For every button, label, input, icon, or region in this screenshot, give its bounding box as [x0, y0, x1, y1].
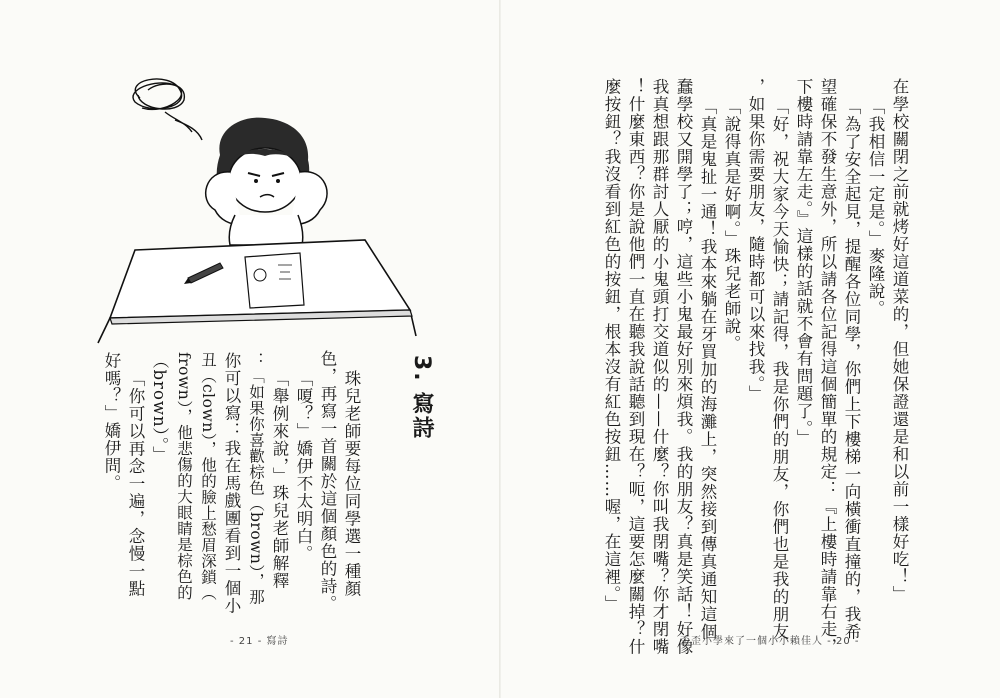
text-column: ！什麼東西？你是說他們一直在聽我說話聽到現在？呃，這要怎麼關掉？什 — [626, 78, 645, 656]
text-column: 丑（clown），他的臉上愁眉深鎖（ — [199, 352, 217, 601]
text-column: 麼按鈕？我沒看到紅色的按鈕，根本沒有紅色按鈕……喔，在這裡。」 — [602, 78, 621, 613]
text-column: 望確保不發生意外，所以請各位記得這個簡單的規定：『上樓時請靠右走， — [818, 78, 837, 656]
text-column: ，如果你需要朋友，隨時都可以來找我。」 — [746, 78, 765, 403]
text-column: 珠兒老師要每位同學選一種顏 — [342, 370, 361, 598]
right-page — [500, 0, 1000, 698]
text-column: 「你可以再念一遍，念慢一點 — [126, 370, 145, 598]
text-column: （brown）。」 — [150, 352, 169, 464]
text-column: 「嗄？」嬌伊不太明白。 — [294, 370, 313, 563]
illustration-girl-at-desk — [80, 60, 420, 350]
text-column: 色，再寫一首關於這個顏色的詩。 — [318, 350, 337, 613]
text-column: 「舉例來說，」珠兒老師解釋 — [270, 370, 289, 590]
page-footer-left: - 21 - 寫詩 — [230, 636, 289, 647]
text-column: 蠢學校又開學了；哼，這些小鬼最好別來煩我。我的朋友？真是笑話！好像 — [674, 78, 693, 656]
text-column: ：「如果你喜歡棕色（brown），那 — [247, 352, 265, 605]
text-column: 好嗎？」嬌伊問。 — [102, 352, 121, 492]
text-column: frown），他悲傷的大眼睛是棕色的 — [175, 352, 193, 601]
page-footer-right: 歪歪小學來了一個小小賴佳人 - 20 - — [680, 636, 860, 647]
text-column: 「我相信一定是。」麥隆說。 — [866, 98, 885, 318]
text-column: 你可以寫：我在馬戲團看到一個小 — [222, 352, 241, 615]
text-column: 「為了安全起見，提醒各位同學，你們上下樓梯一向橫衝直撞的，我希 — [842, 98, 861, 641]
text-column: 我真想跟那群討人厭的小鬼頭打交道似的——什麼？你叫我閉嘴？你才閉嘴 — [650, 78, 669, 656]
text-column: 「好，祝大家今天愉快；請記得，我是你們的朋友，你們也是我的朋友 — [770, 98, 789, 641]
text-column: 「說得真是好啊。」珠兒老師說。 — [722, 98, 741, 353]
chapter-heading: 3. 寫詩 — [409, 355, 434, 441]
text-column: 下樓時請靠左走。』這樣的話就不會有問題了。」 — [794, 78, 813, 447]
text-column: 「真是鬼扯一通！我本來躺在牙買加的海灘上，突然接到傳真通知這個 — [698, 98, 717, 641]
text-column: 在學校關閉之前就烤好這道菜的，但她保證還是和以前一樣好吃！」 — [890, 78, 909, 603]
